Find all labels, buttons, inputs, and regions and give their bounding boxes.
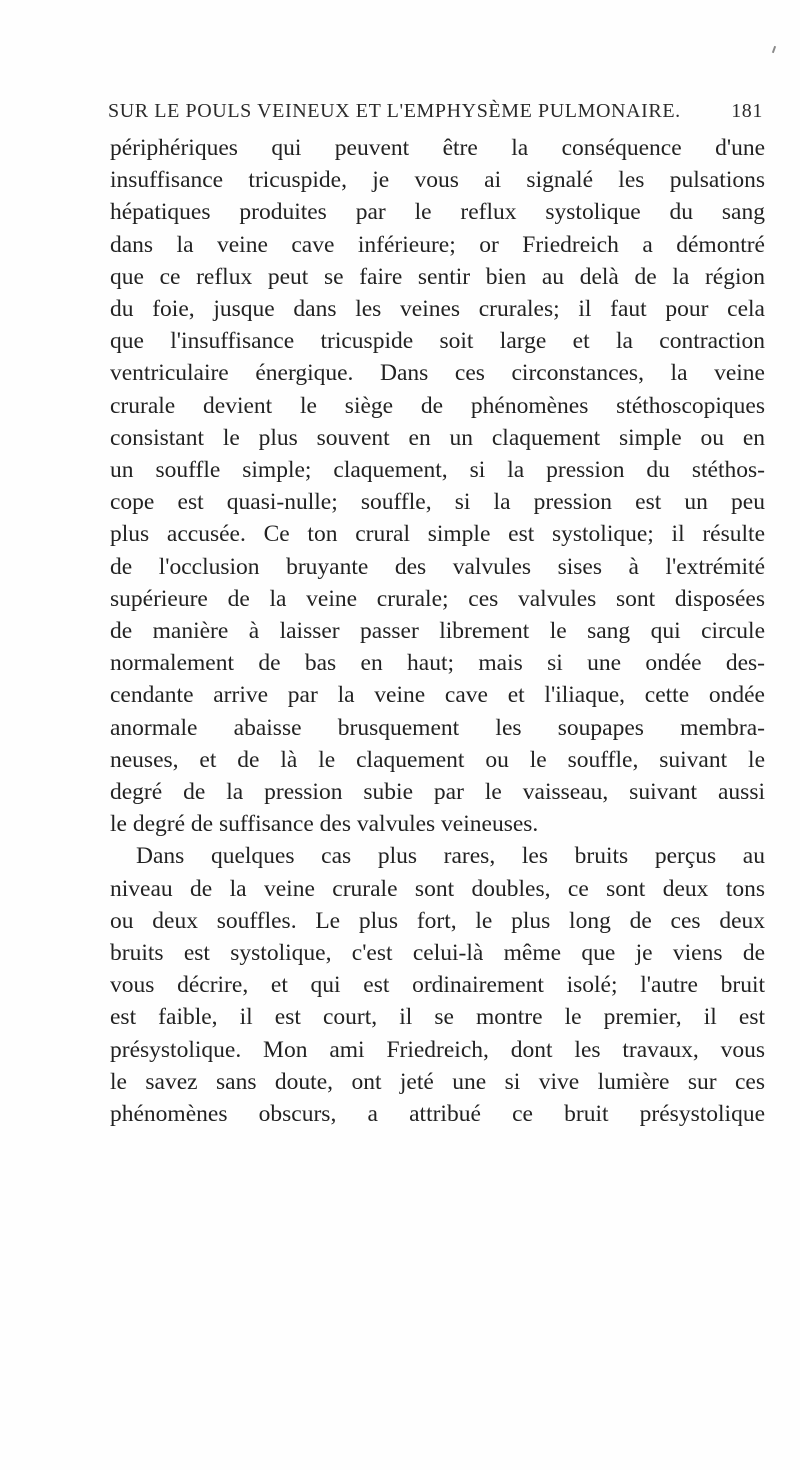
text-line: que ce reflux peut se faire sentir bien au delà de la région <box>110 263 765 290</box>
text-line: est faible, il est court, il se montre le premier, il est <box>110 1004 765 1031</box>
text-line: niveau de la veine crurale sont doubles, ce sont deux tons <box>110 875 765 902</box>
text-line: ou deux souffles. Le plus fort, le plus long de ces deux <box>110 907 765 934</box>
text-line: de manière à laisser passer librement le sang qui circule <box>110 618 765 645</box>
text-line: du foie, jusque dans les veines crurales; il faut pour cela <box>110 296 765 323</box>
text-line: dans la veine cave inférieure; or Friedreich a démontré <box>110 231 765 258</box>
text-line: degré de la pression subie par le vaisseau, suivant aussi <box>110 779 765 806</box>
text-line: bruits est systolique, c'est celui-là même que je viens de <box>110 940 765 967</box>
text-line: présystolique. Mon ami Friedreich, dont les travaux, vous <box>110 1036 765 1063</box>
text-line: insuffisance tricuspide, je vous ai signalé les pulsations <box>110 167 765 194</box>
text-line: supérieure de la veine crurale; ces valvules sont disposées <box>110 585 765 612</box>
text-line: cope est quasi-nulle; souffle, si la pression est un peu <box>110 489 765 516</box>
body-text <box>110 132 765 1130</box>
text-line: consistant le plus souvent en un claquement simple ou en <box>110 424 765 451</box>
page-number: 181 <box>731 100 763 122</box>
paragraph <box>110 132 765 840</box>
text-line: que l'insuffisance tricuspide soit large et la contraction <box>110 328 765 355</box>
text-line: le savez sans doute, ont jeté une si vive lumière sur ces <box>110 1068 765 1095</box>
text-line: plus accusée. Ce ton crural simple est systolique; il résulte <box>110 521 765 548</box>
text-line: hépatiques produites par le reflux systolique du sang <box>110 199 765 226</box>
text-line: ventriculaire énergique. Dans ces circonstances, la veine <box>110 360 765 387</box>
text-line: normalement de bas en haut; mais si une ondée des- <box>110 650 765 677</box>
text-line: crurale devient le siège de phénomènes stéthoscopiques <box>110 392 765 419</box>
running-title: SUR LE POULS VEINEUX ET L'EMPHYSÈME PULMONAIRE. <box>108 100 681 122</box>
text-line: vous décrire, et qui est ordinairement isolé; l'autre bruit <box>110 972 765 999</box>
text-line: neuses, et de là le claquement ou le souffle, suivant le <box>110 746 765 773</box>
text-line: périphériques qui peuvent être la conséquence d'une <box>110 135 765 161</box>
running-head <box>108 100 763 123</box>
text-line: phénomènes obscurs, a attribué ce bruit présystolique <box>110 1101 765 1128</box>
text-line: Dans quelques cas plus rares, les bruits perçus au <box>136 843 765 870</box>
text-line: le degré de suffisance des valvules veineuses. <box>110 811 539 838</box>
paragraph <box>110 840 765 1130</box>
text-line: cendante arrive par la veine cave et l'iliaque, cette ondée <box>110 682 765 709</box>
text-line: anormale abaisse brusquement les soupapes membra- <box>110 714 765 741</box>
text-line: de l'occlusion bruyante des valvules sises à l'extrémité <box>110 553 765 580</box>
page-speck <box>772 46 776 53</box>
text-line: un souffle simple; claquement, si la pression du stéthos- <box>110 457 765 484</box>
